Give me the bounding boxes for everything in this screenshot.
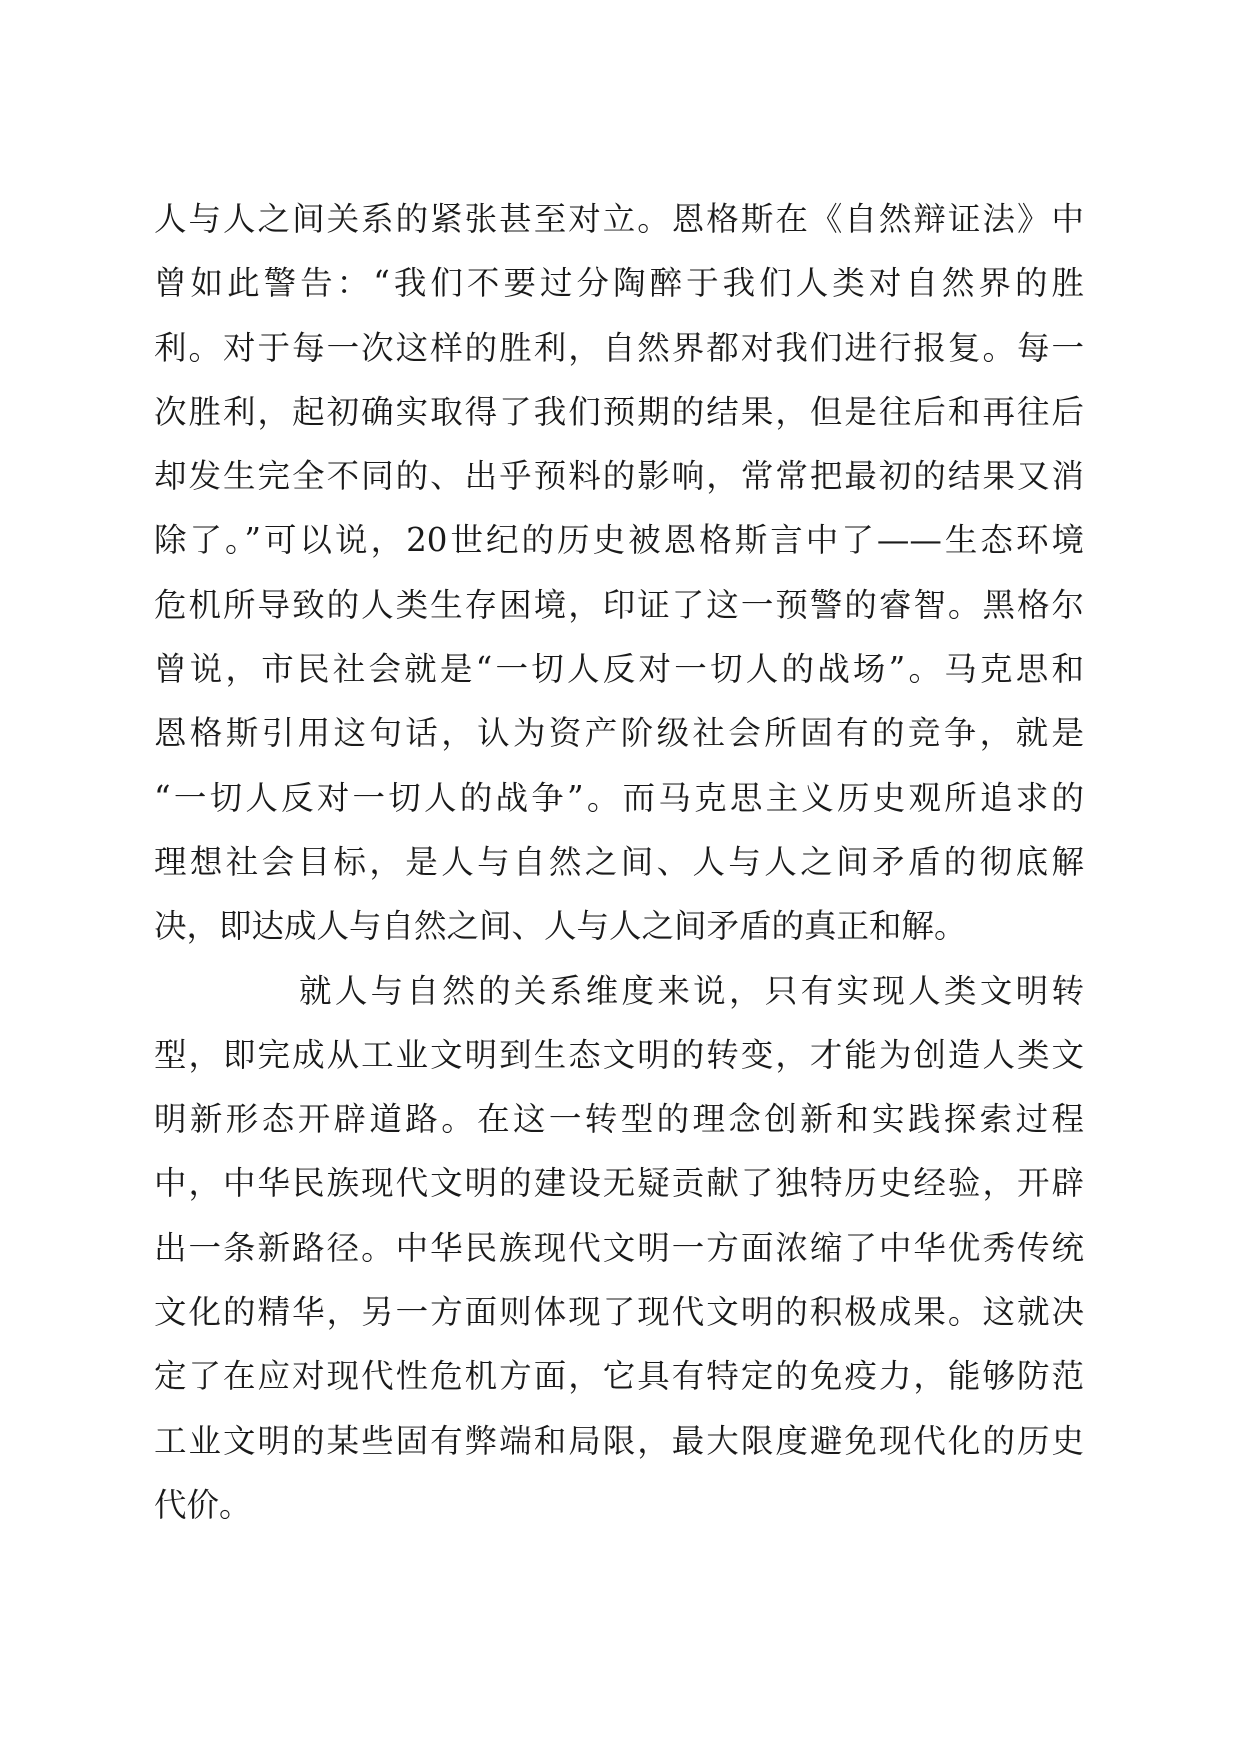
text-line: 出一条新路径。中华民族现代文明一方面浓缩了中华优秀传统 [154, 1228, 1084, 1267]
text-line: 曾说，市民社会就是“一切人反对一切人的战场”。马克思和 [154, 650, 1084, 689]
body-text [154, 187, 1084, 1537]
text-line: 工业文明的某些固有弊端和局限，最大限度避免现代化的历史 [154, 1421, 1084, 1460]
text-line: 却发生完全不同的、出乎预料的影响，常常把最初的结果又消 [154, 457, 1084, 496]
text-line: 中，中华民族现代文明的建设无疑贡献了独特历史经验，开辟 [154, 1164, 1084, 1203]
paragraph-1 [154, 187, 1084, 959]
text-line: 利。对于每一次这样的胜利，自然界都对我们进行报复。每一 [154, 328, 1084, 367]
text-line: 就人与自然的关系维度来说，只有实现人类文明转 [299, 971, 1084, 1010]
text-line: 型，即完成从工业文明到生态文明的转变，才能为创造人类文 [154, 1035, 1084, 1074]
text-line: 除了。”可以说，20世纪的历史被恩格斯言中了——生态环境 [154, 521, 1084, 560]
text-line: 理想社会目标，是人与自然之间、人与人之间矛盾的彻底解 [154, 842, 1084, 881]
text-line: “一切人反对一切人的战争”。而马克思主义历史观所追求的 [154, 778, 1084, 817]
text-line: 决，即达成人与自然之间、人与人之间矛盾的真正和解。 [154, 907, 967, 946]
text-line: 恩格斯引用这句话，认为资产阶级社会所固有的竞争，就是 [154, 714, 1084, 753]
text-line: 代价。 [154, 1485, 252, 1524]
text-line: 明新形态开辟道路。在这一转型的理念创新和实践探索过程 [154, 1100, 1084, 1139]
text-line: 危机所导致的人类生存困境，印证了这一预警的睿智。黑格尔 [154, 585, 1084, 624]
text-line: 曾如此警告：“我们不要过分陶醉于我们人类对自然界的胜 [154, 264, 1084, 303]
paragraph-2 [154, 959, 1084, 1538]
text-line: 文化的精华，另一方面则体现了现代文明的积极成果。这就决 [154, 1293, 1084, 1332]
text-line: 人与人之间关系的紧张甚至对立。恩格斯在《自然辩证法》中 [154, 200, 1084, 238]
text-line: 定了在应对现代性危机方面，它具有特定的免疫力，能够防范 [154, 1357, 1084, 1396]
text-line: 次胜利，起初确实取得了我们预期的结果，但是往后和再往后 [154, 392, 1084, 431]
